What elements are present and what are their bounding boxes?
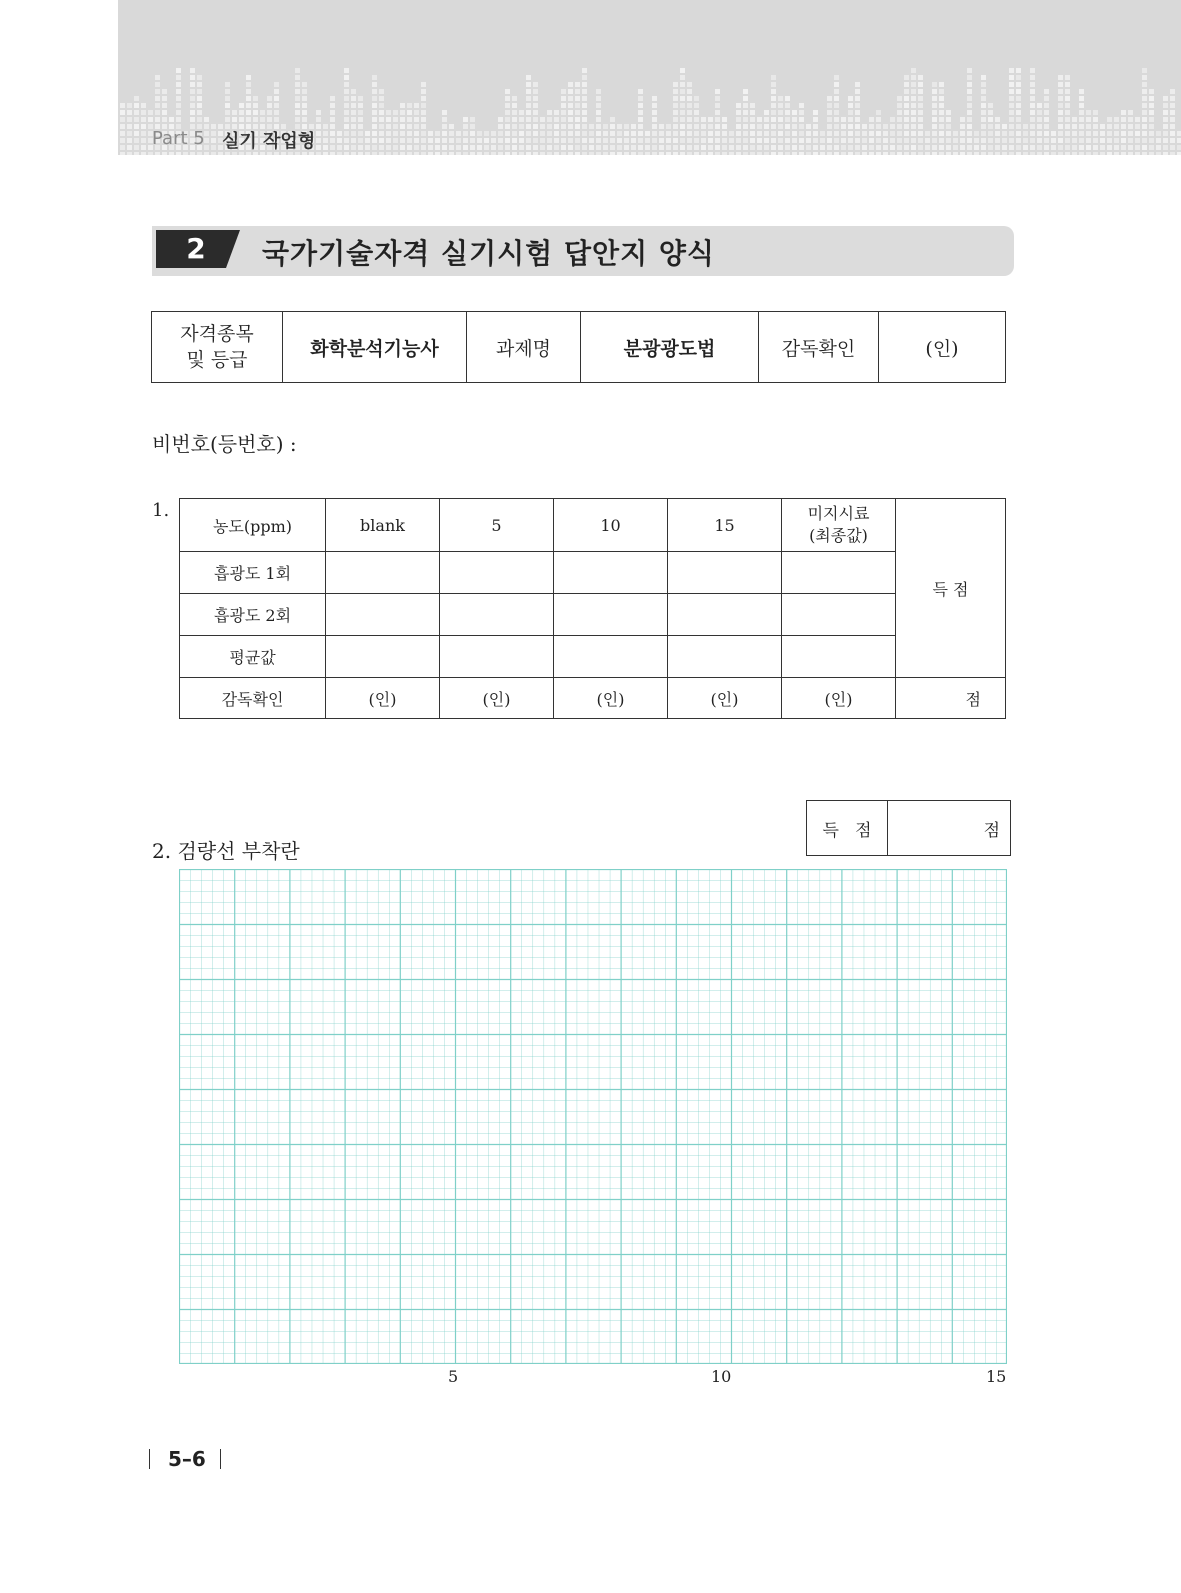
answer-cell[interactable] bbox=[326, 636, 440, 678]
answer-cell[interactable] bbox=[782, 636, 896, 678]
supervisor-label: 감독확인 bbox=[759, 312, 879, 383]
answer-cell[interactable] bbox=[668, 594, 782, 636]
page-divider-right bbox=[220, 1449, 221, 1469]
row-label-average: 평균값 bbox=[180, 636, 326, 678]
score-unit[interactable]: 점 bbox=[896, 678, 1006, 719]
question2-score-label: 득 점 bbox=[807, 801, 888, 856]
absorbance-table bbox=[179, 498, 1006, 719]
page-number: 5–6 bbox=[168, 1447, 206, 1471]
answer-cell[interactable] bbox=[326, 594, 440, 636]
stamp-cell[interactable]: (인) bbox=[554, 678, 668, 719]
x-tick-15: 15 bbox=[986, 1367, 1007, 1386]
x-tick-10: 10 bbox=[711, 1367, 732, 1386]
answer-cell[interactable] bbox=[440, 636, 554, 678]
stamp-cell[interactable]: (인) bbox=[782, 678, 896, 719]
row-label-abs2: 흡광도 2회 bbox=[180, 594, 326, 636]
stamp-cell[interactable]: (인) bbox=[440, 678, 554, 719]
qualification-label: 자격종목 및 등급 bbox=[152, 312, 283, 383]
score-label: 득 점 bbox=[896, 499, 1006, 678]
task-label: 과제명 bbox=[467, 312, 581, 383]
answer-cell[interactable] bbox=[782, 552, 896, 594]
question2-score-box bbox=[806, 800, 1011, 856]
header-15: 15 bbox=[668, 499, 782, 552]
answer-cell[interactable] bbox=[554, 594, 668, 636]
question2-score-unit[interactable]: 점 bbox=[888, 801, 1011, 856]
answer-cell[interactable] bbox=[554, 636, 668, 678]
answer-cell[interactable] bbox=[440, 594, 554, 636]
header-blank: blank bbox=[326, 499, 440, 552]
section-number: 2 bbox=[186, 232, 206, 265]
info-table bbox=[151, 311, 1006, 383]
task-value: 분광광도법 bbox=[581, 312, 759, 383]
question1-number: 1. bbox=[152, 500, 170, 521]
x-tick-5: 5 bbox=[448, 1367, 459, 1386]
part-title: 실기 작업형 bbox=[222, 131, 316, 152]
question2-label: 2. 검량선 부착란 bbox=[152, 839, 300, 863]
graph-paper[interactable] bbox=[179, 869, 1007, 1364]
row-label-abs1: 흡광도 1회 bbox=[180, 552, 326, 594]
page-divider-left bbox=[149, 1449, 150, 1469]
stamp-cell[interactable]: (인) bbox=[326, 678, 440, 719]
stamp-cell[interactable]: (인) bbox=[668, 678, 782, 719]
row-label-confirm: 감독확인 bbox=[180, 678, 326, 719]
exam-number-label: 비번호(등번호) : bbox=[152, 432, 297, 456]
header-10: 10 bbox=[554, 499, 668, 552]
answer-cell[interactable] bbox=[668, 636, 782, 678]
answer-cell[interactable] bbox=[440, 552, 554, 594]
header-5: 5 bbox=[440, 499, 554, 552]
answer-cell[interactable] bbox=[326, 552, 440, 594]
answer-cell[interactable] bbox=[782, 594, 896, 636]
section-title: 국가기술자격 실기시험 답안지 양식 bbox=[262, 237, 715, 270]
part-label: Part 5 bbox=[152, 128, 205, 149]
qualification-value: 화학분석기능사 bbox=[283, 312, 467, 383]
answer-cell[interactable] bbox=[554, 552, 668, 594]
header-unknown: 미지시료 (최종값) bbox=[782, 499, 896, 552]
header-curve bbox=[118, 150, 178, 190]
supervisor-stamp[interactable]: (인) bbox=[879, 312, 1006, 383]
answer-cell[interactable] bbox=[668, 552, 782, 594]
header-concentration: 농도(ppm) bbox=[180, 499, 326, 552]
